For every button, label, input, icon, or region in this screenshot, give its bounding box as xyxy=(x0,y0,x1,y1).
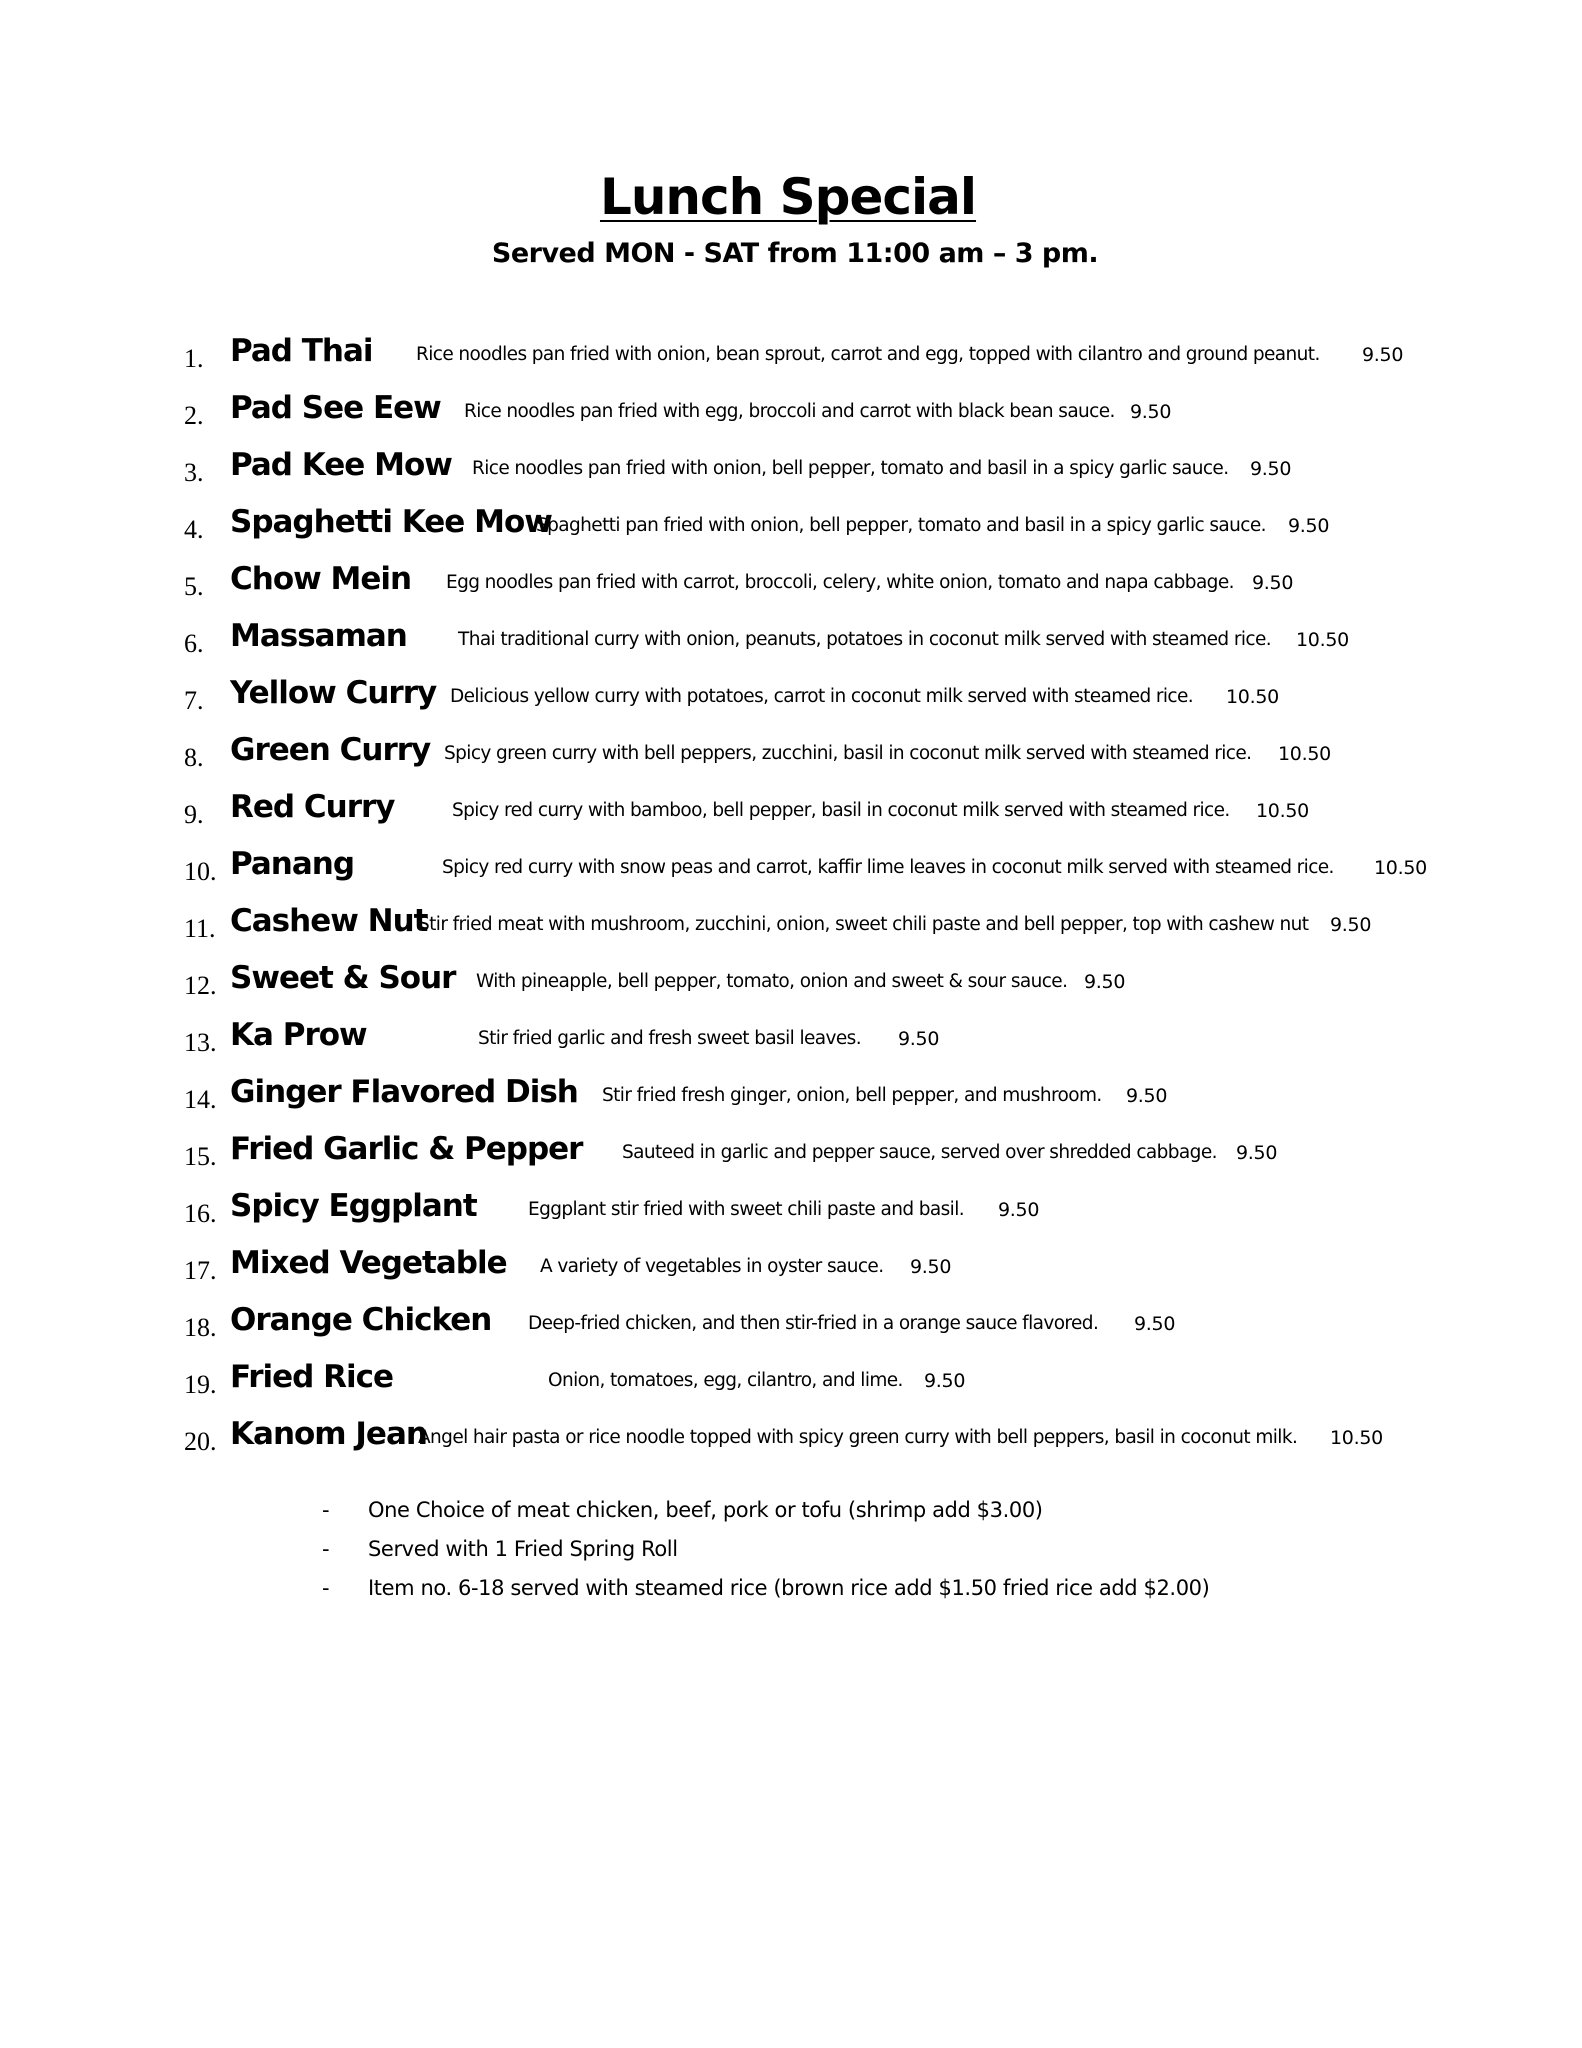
note-text: Item no. 6-18 served with steamed rice (brown rice add $1.50 fried rice add $2.00) xyxy=(368,1576,1210,1600)
item-description: Angel hair pasta or rice noodle topped with spicy green curry with bell peppers, basil in coconut milk. xyxy=(418,1427,1298,1448)
item-name: Massaman xyxy=(230,618,407,654)
menu-item-kanom-jean xyxy=(0,1413,1582,1471)
menu-item-orange-chicken xyxy=(0,1299,1582,1357)
note-item xyxy=(0,1496,1582,1534)
item-number: 20. xyxy=(184,1427,217,1456)
item-name: Pad See Eew xyxy=(230,390,441,426)
item-name: Pad Kee Mow xyxy=(230,447,452,483)
item-name: Panang xyxy=(230,846,355,882)
item-price: 9.50 xyxy=(1288,515,1330,537)
item-name: Ka Prow xyxy=(230,1017,367,1053)
note-text: One Choice of meat chicken, beef, pork or tofu (shrimp add $3.00) xyxy=(368,1498,1043,1522)
menu-item-fried-garlic-and-pepper xyxy=(0,1128,1582,1186)
item-number: 18. xyxy=(184,1313,217,1342)
item-description: Sauteed in garlic and pepper sauce, served over shredded cabbage. xyxy=(622,1142,1217,1163)
menu-item-fried-rice xyxy=(0,1356,1582,1414)
item-name: Kanom Jean xyxy=(230,1416,427,1452)
item-price: 9.50 xyxy=(910,1256,952,1278)
menu-item-green-curry xyxy=(0,729,1582,787)
item-name: Orange Chicken xyxy=(230,1302,492,1338)
item-name: Red Curry xyxy=(230,789,395,825)
item-price: 9.50 xyxy=(1250,458,1292,480)
item-price: 10.50 xyxy=(1330,1427,1383,1449)
item-description: Rice noodles pan fried with onion, bell pepper, tomato and basil in a spicy garlic sauce. xyxy=(472,458,1229,479)
item-name: Spicy Eggplant xyxy=(230,1188,477,1224)
item-price: 9.50 xyxy=(1330,914,1372,936)
item-name: Chow Mein xyxy=(230,561,412,597)
item-description: Spaghetti pan fried with onion, bell pepper, tomato and basil in a spicy garlic sauce. xyxy=(536,515,1266,536)
item-description: Delicious yellow curry with potatoes, carrot in coconut milk served with steamed rice. xyxy=(450,686,1194,707)
item-number: 5. xyxy=(184,572,204,601)
item-number: 11. xyxy=(184,914,216,943)
item-number: 4. xyxy=(184,515,204,544)
item-name: Pad Thai xyxy=(230,333,373,369)
item-price: 10.50 xyxy=(1374,857,1427,879)
item-price: 9.50 xyxy=(1252,572,1294,594)
item-number: 13. xyxy=(184,1028,217,1057)
menu-item-spicy-eggplant xyxy=(0,1185,1582,1243)
item-number: 17. xyxy=(184,1256,217,1285)
item-price: 9.50 xyxy=(1126,1085,1168,1107)
item-number: 14. xyxy=(184,1085,217,1114)
menu-item-ginger-flavored-dish xyxy=(0,1071,1582,1129)
bullet-dash: - xyxy=(322,1537,330,1561)
item-name: Fried Garlic & Pepper xyxy=(230,1131,583,1167)
menu-item-sweet-and-sour xyxy=(0,957,1582,1015)
item-name: Mixed Vegetable xyxy=(230,1245,507,1281)
page-title: Lunch Special xyxy=(599,168,977,226)
menu-item-spaghetti-kee-mow xyxy=(0,501,1582,559)
item-price: 10.50 xyxy=(1278,743,1331,765)
item-number: 10. xyxy=(184,857,217,886)
item-price: 10.50 xyxy=(1256,800,1309,822)
item-description: Spicy red curry with bamboo, bell pepper, basil in coconut milk served with steamed rice. xyxy=(452,800,1230,821)
item-description: With pineapple, bell pepper, tomato, onion and sweet & sour sauce. xyxy=(476,971,1068,992)
item-description: Eggplant stir fried with sweet chili paste and basil. xyxy=(528,1199,965,1220)
item-price: 9.50 xyxy=(1362,344,1404,366)
note-text: Served with 1 Fried Spring Roll xyxy=(368,1537,678,1561)
item-description: Thai traditional curry with onion, peanuts, potatoes in coconut milk served with steamed rice. xyxy=(458,629,1272,650)
item-name: Cashew Nut xyxy=(230,903,428,939)
item-description: Stir fried garlic and fresh sweet basil leaves. xyxy=(478,1028,861,1049)
item-description: Spicy green curry with bell peppers, zucchini, basil in coconut milk served with steamed rice. xyxy=(444,743,1252,764)
serving-hours: Served MON - SAT from 11:00 am – 3 pm. xyxy=(491,238,1099,269)
item-number: 2. xyxy=(184,401,204,430)
item-price: 9.50 xyxy=(1084,971,1126,993)
item-price: 9.50 xyxy=(998,1199,1040,1221)
item-description: Deep-fried chicken, and then stir-fried in a orange sauce flavored. xyxy=(528,1313,1099,1334)
item-number: 8. xyxy=(184,743,204,772)
item-description: Onion, tomatoes, egg, cilantro, and lime. xyxy=(548,1370,903,1391)
item-description: Rice noodles pan fried with onion, bean sprout, carrot and egg, topped with cilantro and ground peanut. xyxy=(416,344,1320,365)
item-number: 9. xyxy=(184,800,204,829)
menu-item-chow-mein xyxy=(0,558,1582,616)
menu-item-mixed-vegetable xyxy=(0,1242,1582,1300)
item-name: Fried Rice xyxy=(230,1359,394,1395)
item-description: Stir fried meat with mushroom, zucchini, onion, sweet chili paste and bell pepper, top with cashew nut xyxy=(418,914,1309,935)
item-price: 9.50 xyxy=(924,1370,966,1392)
item-number: 16. xyxy=(184,1199,217,1228)
menu-item-ka-prow xyxy=(0,1014,1582,1072)
item-description: Spicy red curry with snow peas and carrot, kaffir lime leaves in coconut milk served with steamed rice. xyxy=(442,857,1334,878)
item-number: 6. xyxy=(184,629,204,658)
item-description: Rice noodles pan fried with egg, broccoli and carrot with black bean sauce. xyxy=(464,401,1115,422)
item-name: Green Curry xyxy=(230,732,431,768)
note-item xyxy=(0,1574,1582,1612)
item-number: 12. xyxy=(184,971,217,1000)
item-name: Spaghetti Kee Mow xyxy=(230,504,552,540)
menu-item-pad-thai xyxy=(0,330,1582,388)
item-number: 7. xyxy=(184,686,204,715)
item-price: 10.50 xyxy=(1296,629,1349,651)
menu-header xyxy=(0,168,1582,269)
item-name: Sweet & Sour xyxy=(230,960,456,996)
menu-item-panang xyxy=(0,843,1582,901)
item-number: 1. xyxy=(184,344,204,373)
item-name: Ginger Flavored Dish xyxy=(230,1074,578,1110)
item-description: Egg noodles pan fried with carrot, broccoli, celery, white onion, tomato and napa cabbage. xyxy=(446,572,1234,593)
menu-item-pad-see-eew xyxy=(0,387,1582,445)
item-number: 19. xyxy=(184,1370,217,1399)
item-price: 9.50 xyxy=(1236,1142,1278,1164)
item-name: Yellow Curry xyxy=(230,675,437,711)
bullet-dash: - xyxy=(322,1498,330,1522)
item-price: 9.50 xyxy=(1134,1313,1176,1335)
item-price: 9.50 xyxy=(1130,401,1172,423)
note-item xyxy=(0,1535,1582,1573)
item-number: 15. xyxy=(184,1142,217,1171)
menu-item-massaman xyxy=(0,615,1582,673)
menu-item-red-curry xyxy=(0,786,1582,844)
menu-item-yellow-curry xyxy=(0,672,1582,730)
item-price: 9.50 xyxy=(898,1028,940,1050)
menu-item-pad-kee-mow xyxy=(0,444,1582,502)
bullet-dash: - xyxy=(322,1576,330,1600)
item-description: A variety of vegetables in oyster sauce. xyxy=(540,1256,884,1277)
item-description: Stir fried fresh ginger, onion, bell pepper, and mushroom. xyxy=(602,1085,1102,1106)
item-price: 10.50 xyxy=(1226,686,1279,708)
menu-item-cashew-nut xyxy=(0,900,1582,958)
item-number: 3. xyxy=(184,458,204,487)
